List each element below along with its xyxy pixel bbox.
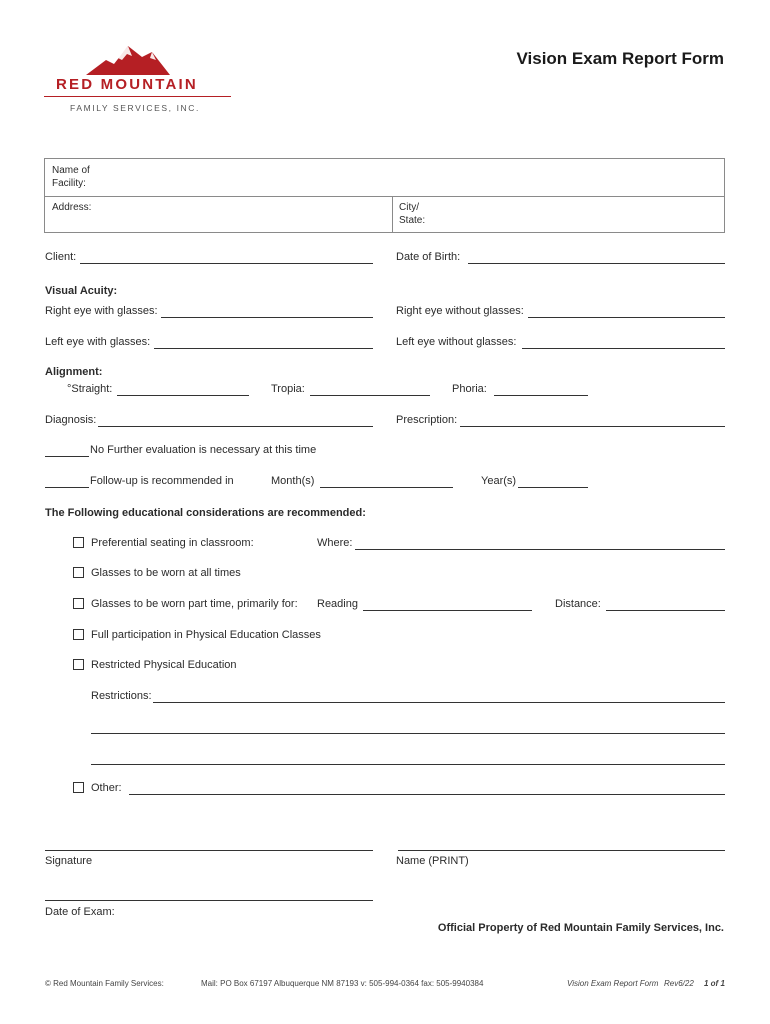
distance-line[interactable] xyxy=(606,610,725,611)
tropia-line[interactable] xyxy=(310,395,430,396)
glasses-part-checkbox[interactable] xyxy=(73,598,84,609)
dob-label: Date of Birth: xyxy=(396,251,461,263)
diagnosis-line[interactable] xyxy=(98,426,373,427)
straight-label: °Straight: xyxy=(67,383,113,395)
left-without-label: Left eye without glasses: xyxy=(396,336,517,348)
facility-label: Name of Facility: xyxy=(52,165,90,189)
glasses-all-checkbox[interactable] xyxy=(73,567,84,578)
alignment-heading: Alignment: xyxy=(45,366,103,378)
other-line[interactable] xyxy=(129,794,725,795)
glasses-all-label: Glasses to be worn at all times xyxy=(91,567,241,579)
name-print-line[interactable] xyxy=(398,850,725,851)
followup-blank[interactable] xyxy=(45,487,89,488)
footer-rev: Rev6/22 xyxy=(664,979,694,988)
glasses-part-label: Glasses to be worn part time, primarily for: xyxy=(91,598,298,610)
years-label: Year(s) xyxy=(481,475,517,487)
full-pe-checkbox[interactable] xyxy=(73,629,84,640)
right-with-label: Right eye with glasses: xyxy=(45,305,158,317)
logo-name: RED MOUNTAIN xyxy=(56,76,198,93)
recommendations-heading: The Following educational considerations are recommended: xyxy=(45,507,366,519)
prescription-line[interactable] xyxy=(460,426,725,427)
client-label: Client: xyxy=(45,251,77,263)
restrictions-label: Restrictions: xyxy=(91,690,152,702)
full-pe-label: Full participation in Physical Education Classes xyxy=(91,629,321,641)
straight-line[interactable] xyxy=(117,395,249,396)
other-label: Other: xyxy=(91,782,122,794)
name-print-label: Name (PRINT) xyxy=(396,855,469,867)
logo-rule xyxy=(44,96,231,97)
footer-page: 1 of 1 xyxy=(704,979,725,988)
logo-subtitle: FAMILY SERVICES, INC. xyxy=(70,103,200,113)
box-vdivider xyxy=(392,196,393,233)
diagnosis-label: Diagnosis: xyxy=(45,414,97,426)
no-further-blank[interactable] xyxy=(45,456,89,457)
visual-acuity-heading: Visual Acuity: xyxy=(45,285,118,297)
prescription-label: Prescription: xyxy=(396,414,458,426)
footer-copyright: © Red Mountain Family Services: xyxy=(45,979,164,988)
tropia-label: Tropia: xyxy=(271,383,305,395)
months-label: Month(s) xyxy=(271,475,315,487)
right-without-line[interactable] xyxy=(528,317,725,318)
city-state-label: City/ State: xyxy=(399,202,426,226)
dob-line[interactable] xyxy=(468,263,725,264)
other-checkbox[interactable] xyxy=(73,782,84,793)
months-line[interactable] xyxy=(320,487,453,488)
footer-form-name: Vision Exam Report Form xyxy=(567,979,659,988)
where-label: Where: xyxy=(317,537,353,549)
address-label: Address: xyxy=(52,202,92,213)
logo xyxy=(44,42,234,117)
signature-line[interactable] xyxy=(45,850,373,851)
restrictions-line-2[interactable] xyxy=(91,733,725,734)
pref-seating-label: Preferential seating in classroom: xyxy=(91,537,254,549)
footer-mail: Mail: PO Box 67197 Albuquerque NM 87193 v: 505-994-0364 fax: 505-9940384 xyxy=(201,979,484,988)
signature-label: Signature xyxy=(45,855,93,867)
phoria-label: Phoria: xyxy=(452,383,487,395)
restrictions-line-1[interactable] xyxy=(153,702,725,703)
page-title: Vision Exam Report Form xyxy=(516,49,724,68)
restrictions-line-3[interactable] xyxy=(91,764,725,765)
facility-box xyxy=(44,158,725,233)
date-exam-label: Date of Exam: xyxy=(45,906,115,918)
phoria-line[interactable] xyxy=(494,395,588,396)
no-further-label: No Further evaluation is necessary at this time xyxy=(90,444,317,456)
box-divider xyxy=(45,196,724,197)
followup-label: Follow-up is recommended in xyxy=(90,475,234,487)
official-property: Official Property of Red Mountain Family Services, Inc. xyxy=(437,922,724,934)
reading-label: Reading xyxy=(317,598,358,610)
years-line[interactable] xyxy=(518,487,588,488)
distance-label: Distance: xyxy=(555,598,601,610)
restricted-pe-label: Restricted Physical Education xyxy=(91,659,237,671)
reading-line[interactable] xyxy=(363,610,532,611)
left-with-line[interactable] xyxy=(154,348,373,349)
where-line[interactable] xyxy=(355,549,725,550)
left-with-label: Left eye with glasses: xyxy=(45,336,151,348)
right-without-label: Right eye without glasses: xyxy=(396,305,524,317)
client-line[interactable] xyxy=(80,263,373,264)
left-without-line[interactable] xyxy=(522,348,725,349)
restricted-pe-checkbox[interactable] xyxy=(73,659,84,670)
date-exam-line[interactable] xyxy=(45,900,373,901)
pref-seating-checkbox[interactable] xyxy=(73,537,84,548)
right-with-line[interactable] xyxy=(161,317,373,318)
